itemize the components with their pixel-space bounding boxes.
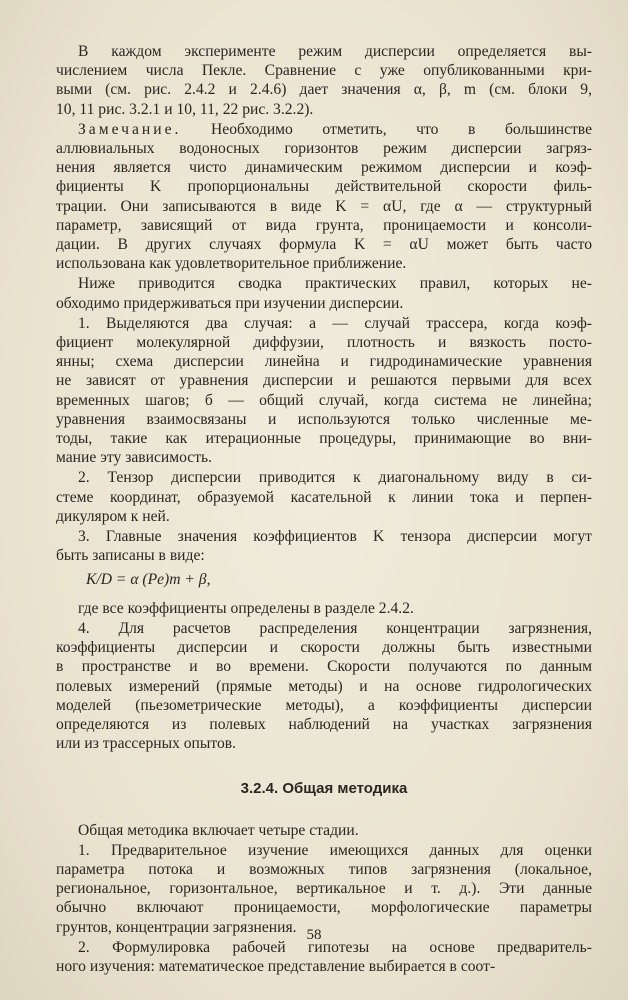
text-line: аллювиальных водоносных горизонтов режим дисперсии загряз- <box>56 140 592 158</box>
text-line: выми (см. рис. 2.4.2 и 2.4.6) дает значения α, β, m (см. блоки 9, <box>56 81 592 99</box>
text-line: трации. Они записываются в виде K = αU, где α — структурный <box>56 197 592 215</box>
text-line: коэффициенты дисперсии и скорости должны быть известными <box>56 639 592 657</box>
text-line: 3. Главные значения коэффициентов K тензора дисперсии могут <box>78 528 592 546</box>
text-line: Ниже приводится сводка практических правил, которых не- <box>78 275 592 293</box>
text-line: Общая методика включает четыре стадии. <box>78 821 359 839</box>
text-line: обычно включают проницаемости, морфологические параметры <box>56 899 592 917</box>
text-line: временных шагов; б — общий случай, когда система не линейна; <box>56 391 592 409</box>
text-line: параметр, зависящий от вида грунта, проницаемости и консоли- <box>56 216 592 234</box>
text-line: мание эту зависимость. <box>56 449 213 467</box>
text-line: фициенты K пропорциональны действительной скорости филь- <box>56 178 592 196</box>
text-line: использована как удовлетворительное приближение. <box>56 255 407 273</box>
text-line: 1. Выделяются два случая: а — случай трассера, когда коэф- <box>78 314 592 332</box>
text-line: дации. В других случаях формула K = αU может быть часто <box>56 236 592 254</box>
text-line: параметра потока и возможных типов загрязнения (локальное, <box>56 860 592 878</box>
paragraph-after-formula <box>56 599 592 618</box>
paragraph-rule-1 <box>56 314 592 468</box>
text-line: 4. Для расчетов распределения концентрации загрязнения, <box>78 619 592 637</box>
text-line: не зависят от уравнения дисперсии и решаются первыми для всех <box>56 372 592 390</box>
section-heading: 3.2.4. Общая методика <box>240 780 408 798</box>
paragraph-rule-4 <box>56 619 592 753</box>
formula: K/D = α (Pe)m + β, <box>86 571 211 589</box>
text-line: уравнения взаимосвязаны и используются только численные ме- <box>56 410 592 428</box>
body-text <box>56 42 592 977</box>
text-line: моделей (пьезометрические методы), а коэффициенты дисперсии <box>56 696 592 714</box>
text-line: полевых измерений (прямые методы) и на основе гидрологических <box>56 677 592 695</box>
text-line: где все коэффициенты определены в разделе 2.4.2. <box>78 599 414 617</box>
text-line-content: Необходимо отметить, что в большинстве <box>211 120 592 138</box>
text-line: дикуляром к ней. <box>56 507 170 525</box>
text-line <box>56 120 592 139</box>
text-line: нения является чисто динамическим режимом дисперсии и коэф- <box>56 159 592 177</box>
text-line: 2. Тензор дисперсии приводится к диагональному виду в си- <box>78 469 592 487</box>
paragraph-rule-2 <box>56 468 592 526</box>
text-line: тоды, такие как итерационные процедуры, принимающие во вни- <box>56 430 592 448</box>
text-line: янны; схема дисперсии линейна и гидродинамические уравнения <box>56 353 592 371</box>
paragraph-rule-3 <box>56 527 592 565</box>
paragraph-summary-intro <box>56 274 592 312</box>
text-line: фициент молекулярной диффузии, плотность и вязкость посто- <box>56 334 592 352</box>
paragraph-stage-1 <box>56 841 592 937</box>
text-line: региональное, горизонтальное, вертикальное и т. д.). Эти данные <box>56 880 592 898</box>
note-lead: Замечание. <box>78 120 182 138</box>
text-line: 1. Предварительное изучение имеющихся данных для оценки <box>78 841 592 859</box>
text-line: 2. Формулировка рабочей гипотезы на основе предваритель- <box>78 938 592 956</box>
text-line: В каждом эксперименте режим дисперсии определяется вы- <box>78 43 592 60</box>
text-line: обходимо придерживаться при изучении дисперсии. <box>56 294 404 312</box>
text-line: в пространстве и во времени. Скорости получаются по данным <box>56 658 592 676</box>
text-line: ного изучения: математическое представление выбирается в соот- <box>56 957 496 975</box>
text-line: быть записаны в виде: <box>56 547 205 565</box>
text-line: числением числа Пекле. Сравнение с уже опубликованными кри- <box>56 62 592 80</box>
text-line: стеме координат, образуемой касательной к линии тока и перпен- <box>56 488 592 506</box>
page-number: 58 <box>306 927 322 943</box>
text-line: или из трассерных опытов. <box>56 735 237 753</box>
text-line: определяются из полевых наблюдений на участках загрязнения <box>56 715 592 733</box>
text-line: 10, 11 рис. 3.2.1 и 10, 11, 22 рис. 3.2.2). <box>56 100 314 118</box>
text-line: грунтов, концентрации загрязнения. <box>56 918 297 936</box>
paragraph-stages-intro <box>56 821 592 840</box>
paragraph-peclet <box>56 42 592 119</box>
paragraph-note <box>56 120 592 274</box>
